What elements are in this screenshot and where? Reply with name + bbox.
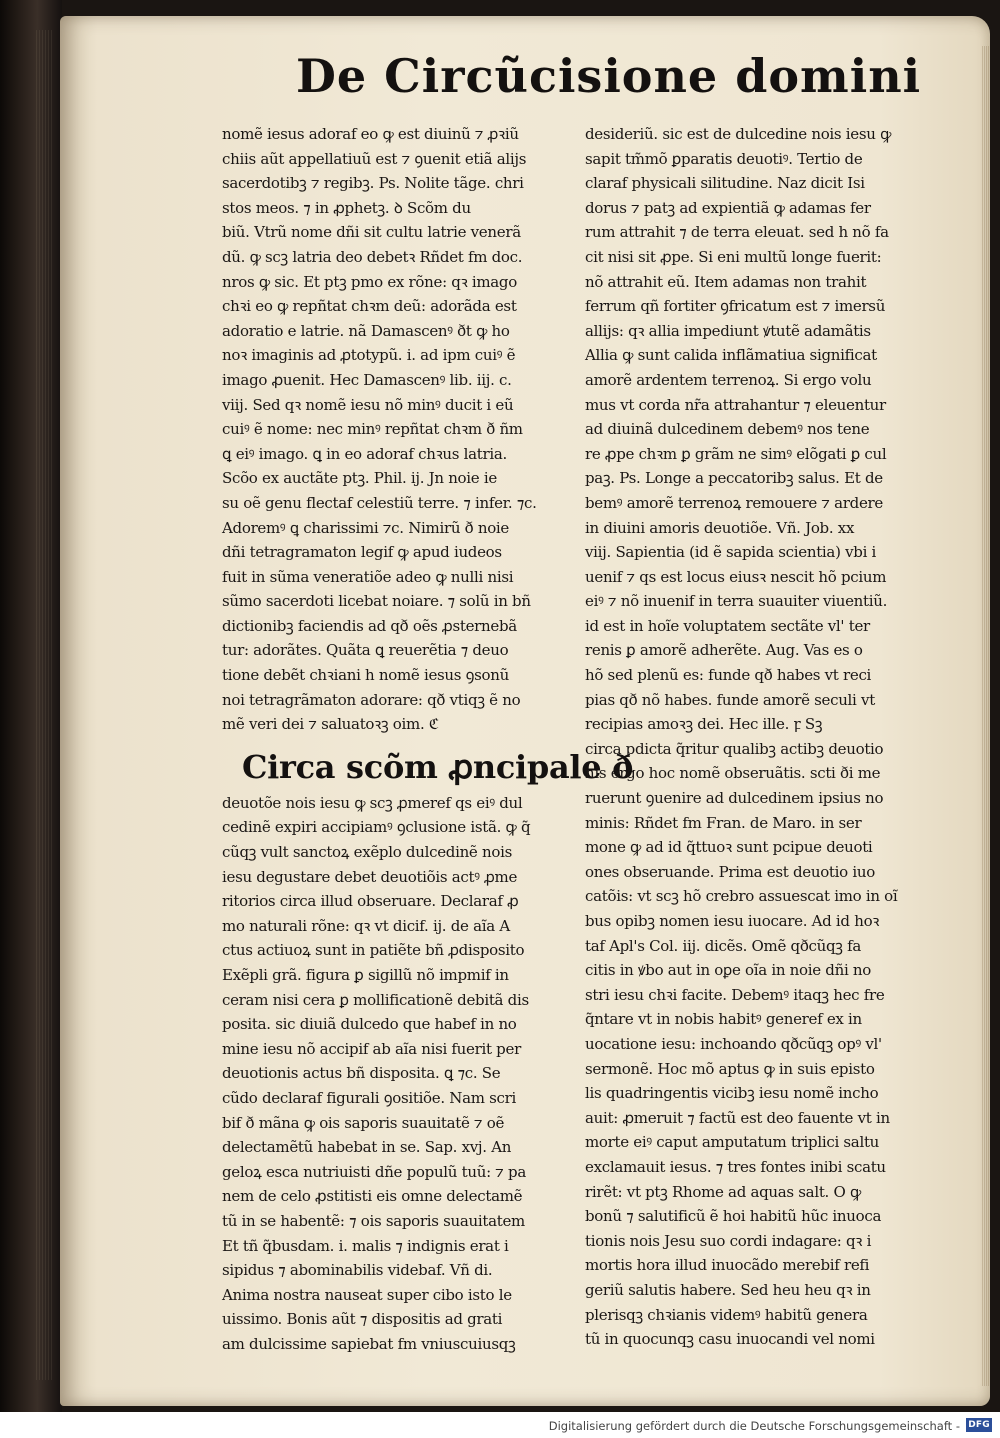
text-line: dũ. ꝙ scꝫ latria deo debetꝛ Rñdet fm doc. (222, 247, 523, 266)
text-line: cũqꝫ vult sanctoꝝ exẽplo dulcedinẽ nois (222, 843, 512, 862)
text-line: viij. Sed qꝛ nomẽ iesu nõ minꝰ ducit i eũ (222, 395, 514, 414)
text-line: noꝛ imaginis ad ꝓtotypũ. i. ad ipm cuiꝰ ẽ (222, 346, 516, 365)
text-line: su oẽ genu flectaf celestiũ terre. ⁊ infer. ⁊c. (222, 493, 537, 512)
text-line: viij. Sapientia (id ẽ sapida scientia) vbi i (585, 543, 877, 562)
text-line: desideriũ. sic est de dulcedine nois iesu ꝙ (585, 125, 892, 143)
text-line: bus opibꝫ nomen iesu iuocare. Ad id hoꝛ (585, 912, 880, 930)
text-line: circa pdicta q̃ritur qualibꝫ actibꝫ deuotio (585, 739, 884, 758)
text-line: deuotionis actus bñ disposita. ꝗ ⁊c. Se (222, 1064, 501, 1083)
text-line: auit: ꝓmeruit ⁊ factũ est deo fauente vt in (585, 1108, 890, 1127)
text-line: mẽ veri dei ⁊ saluatoꝛꝫ oim. ℭ (222, 715, 439, 734)
text-line: cuiꝰ ẽ nome: nec minꝰ repñtat chꝛm ð ñm (222, 420, 523, 439)
text-line: sapit tm̃mõ ꝑparatis deuotiꝰ. Tertio de (585, 149, 863, 168)
text-line: fuit in sũma veneratiõe adeo ꝙ nulli nisi (222, 567, 514, 586)
text-line: nros ꝙ sic. Et ptꝫ pmo ex rõne: qꝛ imago (222, 272, 517, 291)
text-line: ferrum qñ fortiter ꝯfricatum est ⁊ imersũ (585, 297, 886, 316)
text-line: bonũ ⁊ salutificũ ẽ hoi habitũ hũc inuoca (585, 1207, 882, 1226)
text-line: nomẽ iesus adoraf eo ꝙ est diuinũ ⁊ ꝓꝛiũ (222, 125, 519, 143)
text-line: ad diuinã dulcedinem debemꝰ nos tene (585, 420, 870, 439)
text-line: cũdo declaraf figurali ꝯositiõe. Nam scri (222, 1088, 517, 1107)
text-line: mus vt corda nr̃a attrahantur ⁊ eleuentur (585, 395, 886, 414)
text-line: mortis hora illud inuocãdo merebif refi (585, 1256, 870, 1275)
text-line: noi tetragrãmaton adorare: qð vtiqꝫ ẽ no (222, 690, 521, 709)
text-line: adoratio e latrie. nã Damascenꝰ ðt ꝙ ho (222, 321, 510, 340)
section-heading: Circa scõm ꝓncipale ð (242, 747, 634, 786)
text-line: deuotõe nois iesu ꝙ scꝫ ꝓmeref qs eiꝰ dul (222, 793, 523, 812)
text-line: bif ð mãna ꝙ ois saporis suauitatẽ ⁊ oẽ (222, 1113, 505, 1132)
text-line: bemꝰ amorẽ terrenoꝝ remouere ⁊ ardere (585, 493, 884, 512)
text-line: claraf physicali silitudine. Naz dicit Isi (585, 174, 865, 193)
text-line: mine iesu nõ accipif ab aĩa nisi fuerit per (222, 1039, 521, 1058)
text-line: ꝗ eiꝰ imago. ꝗ in eo adoraf chꝛus latria. (222, 444, 507, 463)
text-line: hõ sed plenũ es: funde qð habes vt reci (585, 666, 872, 685)
text-line: ones obseruande. Prima est deuotio iuo (585, 862, 875, 881)
text-line: iesu degustare debet deuotiõis actꝰ ꝓme (222, 867, 518, 886)
text-line: dñi tetragramaton legif ꝙ apud iudeos (222, 543, 502, 562)
text-line: tũ in quocunqꝫ casu inuocandi vel nomi (585, 1330, 875, 1349)
text-line: stri iesu chꝛi facite. Debemꝰ itaqꝫ hec fre (585, 985, 885, 1004)
text-line: stos meos. ⁊ in ꝓphetꝫ. ꝺ Scõm du (222, 198, 471, 217)
spine-texture (36, 30, 54, 1380)
text-line: Allia ꝙ sunt calida inflãmatiua significat (585, 346, 877, 365)
text-line: Et tñ q̃busdam. i. malis ⁊ indignis erat i (222, 1236, 509, 1255)
text-line: recipias amoꝛꝫ dei. Hec ille. ꝼ Sꝫ (585, 715, 823, 734)
text-line: rum attrahit ⁊ de terra eleuat. sed h nõ fa (585, 223, 889, 242)
text-line: nem de celo ꝓstitisti eis omne delectamẽ (222, 1187, 523, 1206)
text-line: renis ꝑ amorẽ adherẽte. Aug. Vas es o (585, 641, 863, 660)
text-line: geloꝝ esca nutriuisti dñe populũ tuũ: ⁊ pa (222, 1162, 526, 1181)
text-line: mo naturali rõne: qꝛ vt dicif. ij. de aĩa A (222, 916, 510, 935)
text-line: chiis aũt appellatiuũ est ⁊ ꝯuenit etiã alijs (222, 149, 527, 168)
text-line: taf Apl's Col. iij. dicẽs. Omẽ qðcũqꝫ fa (585, 936, 862, 955)
text-line: ctus actiuoꝝ sunt in patiẽte bñ ꝓdisposito (222, 941, 525, 960)
text-line: tionis nois Jesu suo cordi indagare: qꝛ i (585, 1231, 872, 1250)
text-line: sipidus ⁊ abominabilis videbaf. Vñ di. (222, 1261, 493, 1280)
text-line: minis: Rñdet fm Fran. de Maro. in ser (585, 813, 862, 832)
text-line: posita. sic diuiã dulcedo que habef in no (222, 1015, 517, 1034)
text-line: chꝛi eo ꝙ repñtat chꝛm deũ: adorãda est (222, 297, 517, 316)
text-line: exclamauit iesus. ⁊ tres fontes inibi scatu (585, 1157, 886, 1176)
text-line: tũ in se habentẽ: ⁊ ois saporis suauitatem (222, 1211, 525, 1230)
text-line: cit nisi sit ꝓpe. Si eni multũ longe fuerit: (585, 247, 882, 266)
text-line: sacerdotibꝫ ⁊ regibꝫ. Ps. Nolite tãge. chri (222, 174, 524, 193)
text-line: uenif ⁊ qs est locus eiusꝛ nescit hõ pcium (585, 567, 887, 586)
text-line: dictionibꝫ faciendis ad qð oẽs ꝓsternebã (222, 616, 517, 635)
text-line: ceram nisi cera ꝑ mollificationẽ debitã dis (222, 990, 529, 1009)
right-text-column (585, 122, 945, 1352)
text-line: cedinẽ expiri accipiamꝰ ꝯclusione istã. ꝙ q̃ (222, 818, 531, 837)
text-line: id est in hoĩe voluptatem sectãte vl' ter (585, 616, 870, 635)
page-edge (982, 46, 990, 1386)
text-line: sermonẽ. Hoc mõ aptus ꝙ in suis episto (585, 1059, 875, 1078)
text-line: sũmo sacerdoti licebat noiare. ⁊ solũ in bñ (222, 592, 531, 611)
text-line: biũ. Vtrũ nome dñi sit cultu latrie venerã (222, 223, 521, 242)
text-line: in diuini amoris deuotiõe. Vñ. Job. xx (585, 518, 855, 537)
text-line: nis ergo hoc nomẽ obseruãtis. scti ði me (585, 764, 881, 783)
text-line: lis quadringentis vicibꝫ iesu nomẽ incho (585, 1084, 879, 1103)
text-line: citis in ꝟbo aut in oꝑe oĩa in noie dñi no (585, 961, 872, 980)
text-line: nõ attrahit eũ. Item adamas non trahit (585, 272, 867, 291)
text-line: ruerunt ꝯuenire ad dulcedinem ipsius no (585, 789, 884, 808)
left-text-column (222, 122, 634, 1357)
text-line: uocatione iesu: inchoando qðcũqꝫ opꝰ vl' (585, 1034, 882, 1053)
text-line: geriũ salutis habere. Sed heu heu qꝛ in (585, 1280, 871, 1299)
text-line: mone ꝙ ad id q̃ttuoꝛ sunt pcipue deuoti (585, 838, 873, 857)
running-head: De Circũcisione domini (296, 49, 922, 103)
text-line: Exẽpli grã. figura ꝑ sigillũ nõ impmif in (222, 966, 509, 984)
text-line: Scõo ex auctãte ptꝫ. Phil. ij. Jn noie ie (222, 469, 497, 488)
text-line: delectamẽtũ habebat in se. Sap. xvj. An (222, 1138, 512, 1157)
book-spine (0, 0, 62, 1412)
text-line: pias qð nõ habes. funde amorẽ seculi vt (585, 690, 875, 709)
text-line: rirẽt: vt ptꝫ Rhome ad aquas salt. O ꝙ (585, 1182, 861, 1201)
text-line: morte eiꝰ caput amputatum triplici saltu (585, 1133, 880, 1152)
text-line: tur: adorãtes. Quãta ꝗ reuerẽtia ⁊ deuo (222, 641, 509, 660)
text-line: Anima nostra nauseat super cibo isto le (222, 1285, 512, 1304)
dfg-logo: DFG (966, 1418, 992, 1432)
digitization-footer (0, 1412, 1000, 1438)
text-line: dorus ⁊ patꝫ ad expientiã ꝙ adamas fer (585, 198, 871, 217)
text-line: q̃ntare vt in nobis habitꝰ generef ex in (585, 1010, 862, 1029)
text-line: eiꝰ ⁊ nõ inuenif in terra suauiter viuentiũ. (585, 592, 888, 611)
text-line: ritorios circa illud obseruare. Declaraf ꝓ (222, 892, 519, 911)
text-line: Adoremꝰ ꝗ charissimi ⁊c. Nimirũ ð noie (222, 518, 510, 537)
text-line: am dulcissime sapiebat fm vniuscuiusqꝫ (222, 1334, 516, 1353)
text-line: plerisqꝫ chꝛianis videmꝰ habitũ genera (585, 1305, 868, 1324)
text-line: uissimo. Bonis aũt ⁊ dispositis ad grati (222, 1310, 503, 1329)
text-line: imago ꝓuenit. Hec Damascenꝰ lib. iij. c. (222, 370, 512, 389)
text-line: amorẽ ardentem terrenoꝝ. Si ergo volu (585, 370, 872, 389)
text-line: tione debẽt chꝛiani h nomẽ iesus ꝯsonũ (222, 666, 509, 685)
footer-credit: Digitalisierung gefördert durch die Deutsche Forschungsgemeinschaft - (548, 1419, 960, 1433)
text-line: allijs: qꝛ allia impediunt ꝟtutẽ adamãtis (585, 321, 871, 340)
text-line: paꝫ. Ps. Longe a peccatoribꝫ salus. Et de (585, 469, 883, 488)
text-line: catõis: vt scꝫ hõ crebro assuescat imo in oĩ (585, 887, 898, 906)
text-line: re ꝓpe chꝛm ꝑ grãm ne simꝰ elõgati ꝑ cul (585, 444, 887, 463)
